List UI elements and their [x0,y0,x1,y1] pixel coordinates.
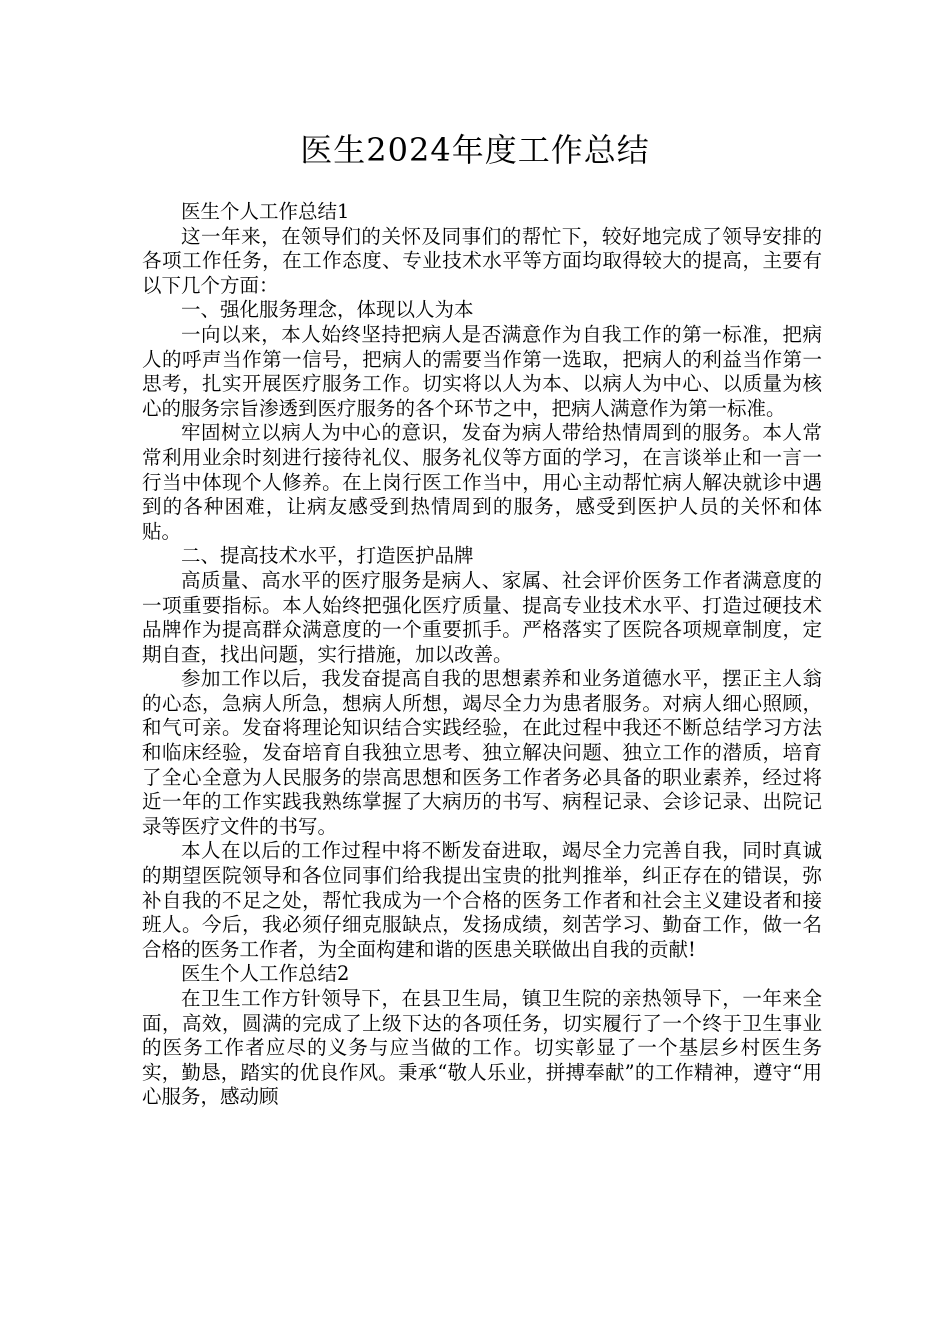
section-heading: 医生个人工作总结1 [181,200,350,223]
paragraph: 这一年来，在领导们的关怀及同事们的帮忙下，较好地完成了领导安排的各项工作任务，在工作态度、专业技术水平等方面均取得较大的提高，主要有以下几个方面： [142,224,822,297]
paragraph: 高质量、高水平的医疗服务是病人、家属、社会评价医务工作者满意度的一项重要指标。本人始终把强化医疗质量、提高专业技术水平、打造过硬技术品牌作为提高群众满意度的一个重要抓手。严格落实了医院各项规章制度，定期自查，找出问题，实行措施，加以改善。 [142,568,822,666]
paragraph: 在卫生工作方针领导下，在县卫生局，镇卫生院的亲热领导下，一年来全面，高效，圆满的完成了上级下达的各项任务，切实履行了一个终于卫生事业的医务工作者应尽的义务与应当做的工作。切实彰显了一个基层乡村医生务实，勤恳，踏实的优良作风。秉承“敬人乐业，拼搏奉献”的工作精神，遵守“用心服务，感动顾 [142,987,822,1109]
paragraph: 牢固树立以病人为中心的意识，发奋为病人带给热情周到的服务。本人常常利用业余时刻进行接待礼仪、服务礼仪等方面的学习，在言谈举止和一言一行当中体现个人修养。在上岗行医工作当中，用心主动帮忙病人解决就诊中遇到的各种困难，让病友感受到热情周到的服务，感受到医护人员的关怀和体贴。 [142,421,822,543]
paragraph: 参加工作以后，我发奋提高自我的思想素养和业务道德水平，摆正主人翁的心态，急病人所急，想病人所想，竭尽全力为患者服务。对病人细心照顾，和气可亲。发奋将理论知识结合实践经验，在此过程中我还不断总结学习方法和临床经验，发奋培育自我独立思考、独立解决问题、独立工作的潜质，培育了全心全意为人民服务的崇高思想和医务工作者务必具备的职业素养，经过将近一年的工作实践我熟练掌握了大病历的书写、病程记录、会诊记录、出院记录等医疗文件的书写。 [142,667,822,838]
document-body [142,200,822,1110]
paragraph: 本人在以后的工作过程中将不断发奋进取，竭尽全力完善自我，同时真诚的期望医院领导和各位同事们给我提出宝贵的批判推举，纠正存在的错误，弥补自我的不足之处，帮忙我成为一个合格的医务工作者和社会主义建设者和接班人。今后，我必须仔细克服缺点，发扬成绩，刻苦学习、勤奋工作，做一名合格的医务工作者，为全面构建和谐的医患关联做出自我的贡献! [142,839,822,961]
paragraph: 一向以来，本人始终坚持把病人是否满意作为自我工作的第一标准，把病人的呼声当作第一信号，把病人的需要当作第一选取，把病人的利益当作第一思考，扎实开展医疗服务工作。切实将以人为本、以病人为中心、以质量为核心的服务宗旨渗透到医疗服务的各个环节之中，把病人满意作为第一标准。 [142,322,822,420]
section-heading: 二、提高技术水平，打造医护品牌 [181,544,474,568]
section-heading: 一、强化服务理念，体现以人为本 [181,298,474,322]
document-title: 医生2024年度工作总结 [300,131,650,169]
section-heading: 医生个人工作总结2 [181,962,350,986]
